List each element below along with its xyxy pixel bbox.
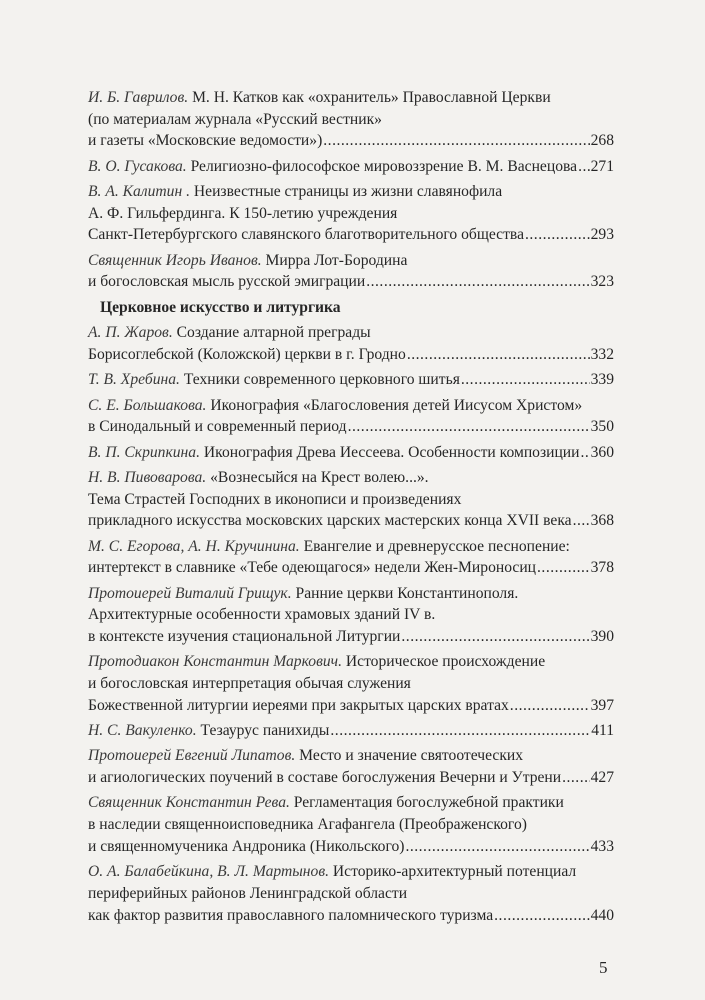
entry-text	[88, 814, 527, 836]
entry-text	[88, 626, 400, 648]
toc-entry[interactable]	[88, 395, 614, 438]
entry-line	[88, 271, 614, 293]
entry-line	[88, 344, 614, 366]
entry-author: Н. В. Пивоварова.	[88, 469, 207, 486]
entry-title-line: и богословская мысль русской эмиграции	[88, 273, 366, 291]
entry-text	[88, 156, 577, 178]
entry-line	[88, 510, 614, 532]
dot-leader	[494, 905, 589, 927]
entry-page: 378	[590, 559, 614, 577]
entry-line	[88, 203, 614, 225]
entry-text	[88, 344, 406, 366]
entry-title-line: и агиологических поучений в составе богослужения Вечерни и Утрени	[88, 769, 562, 787]
entry-line	[88, 395, 614, 417]
entry-title-line: Санкт-Петербургского славянского благотворительного общества	[88, 226, 524, 244]
dot-leader	[405, 836, 589, 858]
toc-entry[interactable]	[88, 745, 614, 788]
entry-title-line: интертекст в славнике «Тебе одеющагося» недели Жен-Мироносиц	[88, 559, 537, 577]
entry-title-line: Евангелие и древнерусское песнопение:	[303, 537, 570, 555]
entry-page: 368	[590, 512, 614, 530]
entry-title-line: и газеты «Московские ведомости»)	[88, 132, 323, 150]
entry-line	[88, 322, 614, 344]
entry-author: В. А. Калитин .	[88, 183, 190, 200]
entry-line	[88, 442, 614, 464]
entry-title-line: Иконография «Благословения детей Иисусом Христом»	[210, 396, 583, 414]
entry-title-line: Религиозно-философское мировоззрение В. М. Васнецова	[190, 157, 578, 175]
dot-leader	[581, 442, 590, 464]
entry-author: Священник Игорь Иванов.	[88, 251, 262, 269]
entry-title-line: Место и значение святоотеческих	[299, 747, 524, 765]
entry-page: 293	[590, 226, 614, 244]
entry-line	[88, 156, 614, 178]
entry-text	[88, 583, 518, 605]
entry-line	[88, 181, 614, 203]
entry-text	[88, 720, 329, 742]
dot-leader	[401, 626, 589, 648]
entry-text	[88, 767, 561, 789]
toc-entry[interactable]	[88, 583, 614, 648]
entry-line	[88, 861, 614, 883]
entry-author: Протоиерей Евгений Липатов.	[88, 747, 296, 765]
dot-leader	[323, 130, 589, 152]
entry-text	[88, 673, 411, 695]
entry-text	[88, 87, 551, 109]
entry-author: Протодиакон Константин Маркович.	[88, 653, 342, 671]
entry-title-line: Ранние церкви Константинополя.	[295, 584, 519, 602]
entry-page: 360	[590, 443, 614, 461]
entry-author: Священник Константин Рева.	[88, 794, 290, 812]
entry-line	[88, 557, 614, 579]
entry-page: 440	[590, 906, 614, 924]
table-of-contents	[88, 87, 614, 930]
entry-title-line: в контексте изучения стациональной Литургии	[88, 628, 401, 646]
entry-text	[88, 109, 382, 131]
entry-line	[88, 905, 614, 927]
entry-text	[88, 557, 536, 579]
entry-line	[88, 369, 614, 391]
entry-line	[88, 109, 614, 131]
entry-text	[88, 181, 502, 203]
entry-author: С. Е. Большакова.	[88, 396, 207, 414]
entry-text	[88, 792, 564, 814]
entry-title-line: Историко-архитектурный потенциал	[332, 863, 577, 881]
entry-text	[88, 442, 580, 464]
entry-line	[88, 250, 614, 272]
entry-author: Протоиерей Виталий Грищук.	[88, 584, 292, 602]
entry-line	[88, 416, 614, 438]
entry-line	[88, 883, 614, 905]
entry-text	[88, 203, 397, 225]
entry-page: 271	[590, 157, 614, 175]
entry-text	[88, 883, 407, 905]
dot-leader	[407, 344, 590, 366]
entry-text	[88, 250, 407, 272]
entry-text	[88, 536, 570, 558]
entry-line	[88, 651, 614, 673]
entry-page: 350	[590, 418, 614, 436]
entry-line	[88, 673, 614, 695]
toc-entry[interactable]	[88, 467, 614, 532]
dot-leader	[578, 156, 590, 178]
entry-line	[88, 489, 614, 511]
toc-entry[interactable]	[88, 536, 614, 579]
section-heading: Церковное искусство и литургика	[100, 298, 341, 316]
entry-author: М. С. Егорова, А. Н. Кручинина.	[88, 537, 300, 555]
entry-title-line: в Синодальный и современный период	[88, 418, 347, 436]
entry-title-line: в наследии священноисповедника Агафангела (Преображенского)	[88, 816, 527, 834]
entry-author: В. О. Гусакова.	[88, 157, 187, 175]
entry-author: В. П. Скрипкина.	[88, 443, 200, 461]
dot-leader	[461, 369, 590, 391]
entry-title-line: прикладного искусства московских царских мастерских конца XVII века	[88, 512, 572, 530]
entry-line	[88, 836, 614, 858]
entry-line	[88, 224, 614, 246]
dot-leader	[525, 224, 590, 246]
toc-entry[interactable]	[88, 250, 614, 293]
entry-title-line: Неизвестные страницы из жизни славянофила	[193, 183, 503, 200]
entry-author: А. П. Жаров.	[88, 324, 173, 342]
dot-leader	[537, 557, 590, 579]
toc-entry[interactable]	[88, 720, 614, 742]
entry-line	[88, 130, 614, 152]
entry-title-line: и священномученика Андроника (Никольского)	[88, 837, 405, 855]
entry-title-line: (по материалам журнала «Русский вестник»	[88, 110, 382, 128]
entry-title-line: Тема Страстей Господних в иконописи и произведениях	[88, 490, 462, 508]
entry-page: 397	[590, 696, 614, 714]
entry-author: Т. В. Хребина.	[88, 371, 180, 389]
dot-leader	[510, 695, 590, 717]
entry-text	[88, 695, 509, 717]
page-number: 5	[599, 958, 608, 977]
entry-line	[88, 792, 614, 814]
dot-leader	[573, 510, 590, 532]
entry-title-line: Регламентация богослужебной практики	[293, 794, 564, 812]
entry-page: 332	[590, 346, 614, 364]
toc-entry[interactable]	[88, 792, 614, 857]
dot-leader	[366, 271, 589, 293]
entry-author: Н. С. Вакуленко.	[88, 722, 197, 740]
entry-text	[88, 322, 371, 344]
entry-page: 390	[590, 628, 614, 646]
entry-line	[88, 720, 614, 742]
entry-title-line: и богословская интерпретация обычая служения	[88, 675, 411, 693]
entry-title-line: А. Ф. Гильфердинга. К 150-летию учреждения	[88, 204, 398, 222]
entry-text	[88, 510, 572, 532]
dot-leader	[348, 416, 590, 438]
entry-line	[88, 604, 614, 626]
entry-text	[88, 130, 322, 152]
entry-line	[88, 467, 614, 489]
entry-line	[88, 695, 614, 717]
toc-entry[interactable]	[88, 87, 614, 152]
entry-page: 323	[590, 273, 614, 291]
entry-text	[88, 416, 347, 438]
dot-leader	[330, 720, 590, 742]
entry-title-line: как фактор развития православного паломнического туризма	[88, 906, 494, 924]
entry-title-line: «Вознесыйся на Крест волею...».	[210, 469, 429, 486]
entry-title-line: Создание алтарной преграды	[176, 324, 371, 342]
entry-title-line: Борисоглебской (Коложской) церкви в г. Гродно	[88, 346, 406, 364]
entry-line	[88, 767, 614, 789]
entry-line	[88, 626, 614, 648]
entry-author: О. А. Балабейкина, В. Л. Мартынов.	[88, 863, 330, 881]
toc-entry[interactable]	[88, 322, 614, 365]
entry-line	[88, 745, 614, 767]
entry-line	[88, 814, 614, 836]
entry-text	[88, 489, 461, 511]
entry-title-line: Историческое происхождение	[345, 653, 546, 671]
entry-page: 411	[591, 722, 614, 740]
entry-line	[88, 87, 614, 109]
dot-leader	[562, 767, 590, 789]
entry-page: 268	[590, 132, 614, 150]
entry-text	[88, 745, 523, 767]
entry-title-line: Иконография Древа Иессеева. Особенности композиции	[203, 443, 580, 461]
toc-entry[interactable]	[88, 156, 614, 178]
entry-text	[88, 369, 460, 391]
toc-entry[interactable]	[88, 651, 614, 716]
entry-title-line: Техники современного церковного шитья	[183, 371, 460, 389]
entry-text	[88, 861, 576, 883]
entry-page: 427	[590, 769, 614, 787]
entry-line	[88, 583, 614, 605]
entry-title-line: Мирра Лот-Бородина	[265, 251, 408, 269]
entry-text	[88, 651, 545, 673]
entry-text	[88, 467, 429, 489]
toc-entry[interactable]	[88, 181, 614, 246]
entry-title-line: Архитектурные особенности храмовых зданий IV в.	[88, 606, 436, 624]
entry-text	[88, 836, 404, 858]
entry-line	[88, 536, 614, 558]
entry-text	[88, 604, 435, 626]
entry-text	[88, 271, 365, 293]
entry-text	[88, 905, 493, 927]
entry-text	[88, 395, 582, 417]
entry-title-line: Божественной литургии иереями при закрытых царских вратах	[88, 696, 509, 714]
entry-title-line: Тезаурус панихиды	[200, 722, 330, 740]
toc-entry[interactable]	[88, 442, 614, 464]
entry-title-line: периферийных районов Ленинградской области	[88, 884, 408, 902]
entry-author: И. Б. Гаврилов.	[88, 89, 189, 106]
toc-entry[interactable]	[88, 861, 614, 926]
toc-entry[interactable]	[88, 369, 614, 391]
entry-page: 339	[590, 371, 614, 389]
entry-text	[88, 224, 524, 246]
entry-page: 433	[590, 837, 614, 855]
entry-title-line: М. Н. Катков как «охранитель» Православной Церкви	[192, 89, 551, 106]
